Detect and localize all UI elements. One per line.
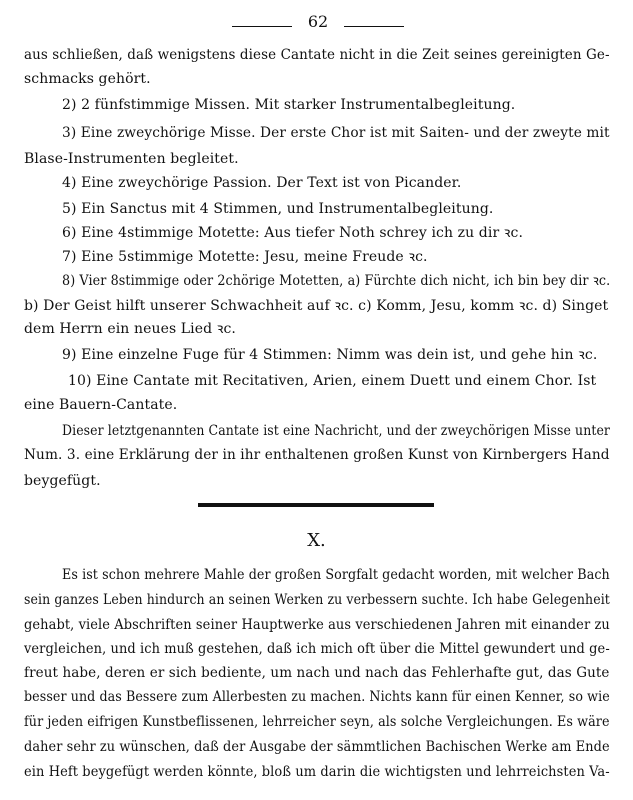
paragraph-line: gehabt, viele Abschriften seiner Hauptwerke aus verschiedenen Jahren mit einander zu: [24, 617, 610, 633]
section-divider: [198, 503, 434, 507]
header-rule-left: [232, 26, 292, 27]
paragraph-line: Num. 3. eine Erklärung der in ihr enthaltenen großen Kunst von Kirnbergers Hand: [24, 447, 610, 463]
list-item-7: 7) Eine 5stimmige Motette: Jesu, meine Freude ꝛc.: [62, 249, 428, 265]
paragraph-line: freut habe, deren er sich bediente, um nach und nach das Fehlerhafte gut, das Gute: [24, 665, 610, 681]
list-item-2: 2) 2 fünfstimmige Missen. Mit starker Instrumentalbegleitung.: [62, 97, 516, 113]
paragraph-line: für jeden eifrigen Kunstbeflissenen, lehrreicher seyn, als solche Vergleichungen. Es wäre: [24, 714, 610, 730]
paragraph-line: daher sehr zu wünschen, daß der Ausgabe der sämmtlichen Bachischen Werke am Ende: [24, 739, 610, 755]
text-line: dem Herrn ein neues Lied ꝛc.: [24, 321, 236, 337]
text-line: schmacks gehört.: [24, 71, 151, 87]
list-item-5: 5) Ein Sanctus mit 4 Stimmen, und Instrumentalbegleitung.: [62, 201, 494, 217]
list-item-6: 6) Eine 4stimmige Motette: Aus tiefer Noth schrey ich zu dir ꝛc.: [62, 225, 524, 241]
text-line: b) Der Geist hilft unserer Schwachheit auf ꝛc. c) Komm, Jesu, komm ꝛc. d) Singet: [24, 298, 609, 314]
list-item-10: 10) Eine Cantate mit Recitativen, Arien, einem Duett und einem Chor. Ist: [68, 373, 597, 389]
list-item-9: 9) Eine einzelne Fuge für 4 Stimmen: Nimm was dein ist, und gehe hin ꝛc.: [62, 347, 598, 363]
paragraph-line: Es ist schon mehrere Mahle der großen Sorgfalt gedacht worden, mit welcher Bach: [62, 567, 610, 583]
paragraph-line: Dieser letztgenannten Cantate ist eine Nachricht, und der zweychörigen Misse unter: [62, 423, 610, 439]
text-line: Blase-Instrumenten begleitet.: [24, 151, 239, 167]
text-line: eine Bauern-Cantate.: [24, 397, 178, 413]
list-item-8: 8) Vier 8stimmige oder 2chörige Motetten, a) Fürchte dich nicht, ich bin bey dir ꝛc.: [62, 273, 611, 289]
text-line: aus schließen, daß wenigstens diese Cantate nicht in die Zeit seines gereinigten Ge-: [24, 47, 610, 63]
list-item-4: 4) Eine zweychörige Passion. Der Text ist von Picander.: [62, 175, 462, 191]
page-number: 62: [307, 12, 329, 31]
page-header: [0, 10, 633, 34]
section-heading: X.: [307, 530, 326, 551]
paragraph-line: ein Heft beygefügt werden könnte, bloß um darin die wichtigsten und lehrreichsten Va-: [24, 764, 610, 780]
paragraph-line: sein ganzes Leben hindurch an seinen Werken zu verbessern suchte. Ich habe Gelegenheit: [24, 592, 610, 608]
paragraph-line: beygefügt.: [24, 473, 101, 489]
header-rule-right: [344, 26, 404, 27]
paragraph-line: besser und das Bessere zum Allerbesten zu machen. Nichts kann für einen Kenner, so wie: [24, 689, 610, 705]
paragraph-line: vergleichen, und ich muß gestehen, daß ich mich oft über die Mittel gewundert und ge-: [24, 641, 610, 657]
list-item-3: 3) Eine zweychörige Misse. Der erste Chor ist mit Saiten- und der zweyte mit: [62, 125, 610, 141]
